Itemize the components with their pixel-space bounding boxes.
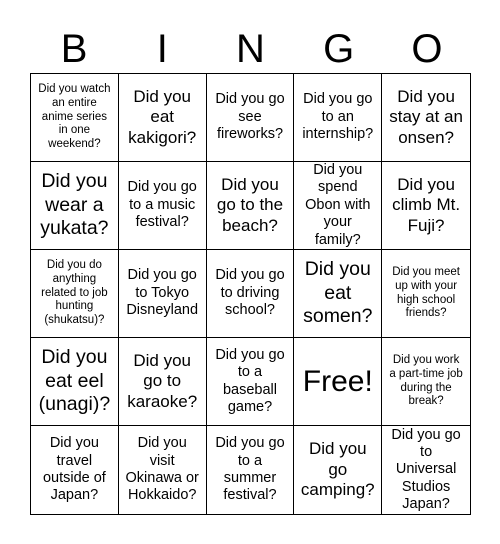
bingo-cell[interactable]: Did you work a part-time job during the break?	[382, 338, 470, 426]
header-letter-b: B	[60, 27, 88, 71]
bingo-cell[interactable]: Did you go to karaoke?	[119, 338, 207, 426]
header-letter-o: O	[411, 27, 443, 71]
bingo-cell[interactable]: Did you go see fireworks?	[207, 74, 295, 162]
bingo-cell[interactable]: Did you go to Universal Studios Japan?	[391, 426, 461, 513]
bingo-board	[30, 73, 471, 515]
bingo-cell[interactable]: Did you meet up with your high school friends?	[382, 250, 470, 338]
bingo-cell[interactable]: Did you wear a yukata?	[31, 162, 119, 250]
bingo-cell[interactable]: Did you do anything related to job hunting (shukatsu)?	[31, 250, 119, 338]
bingo-cell[interactable]: Did you visit Okinawa or Hokkaido?	[119, 426, 207, 514]
header-letter-n: N	[236, 27, 265, 71]
bingo-cell[interactable]: Did you go to a music festival?	[119, 162, 207, 250]
bingo-cell[interactable]: Did you go to Tokyo Disneyland	[119, 250, 207, 338]
bingo-cell[interactable]: Did you stay at an onsen?	[382, 74, 470, 162]
bingo-cell[interactable]: Did you eat eel (unagi)?	[31, 338, 119, 426]
bingo-cell[interactable]: Did you eat kakigori?	[119, 74, 207, 162]
bingo-cell[interactable]: Did you climb Mt. Fuji?	[382, 162, 470, 250]
bingo-header	[30, 24, 471, 74]
bingo-cell[interactable]: Did you go to a summer festival?	[207, 426, 295, 514]
bingo-cell[interactable]: Did you spend Obon with your family?	[294, 162, 382, 250]
free-space-cell[interactable]: Free!	[294, 338, 382, 426]
bingo-cell[interactable]: Did you eat somen?	[294, 250, 382, 338]
header-letter-g: G	[323, 27, 355, 71]
bingo-cell[interactable]: Did you go to an internship?	[294, 74, 382, 162]
bingo-cell[interactable]: Did you go to driving school?	[207, 250, 295, 338]
header-letter-i: I	[156, 27, 168, 71]
bingo-cell[interactable]: Did you go camping?	[294, 426, 382, 514]
bingo-cell[interactable]: Did you go to a baseball game?	[207, 338, 295, 426]
bingo-cell[interactable]: Did you go to the beach?	[207, 162, 295, 250]
bingo-cell[interactable]: Did you watch an entire anime series in one weekend?	[31, 74, 119, 162]
bingo-cell[interactable]: Did you travel outside of Japan?	[31, 426, 119, 514]
